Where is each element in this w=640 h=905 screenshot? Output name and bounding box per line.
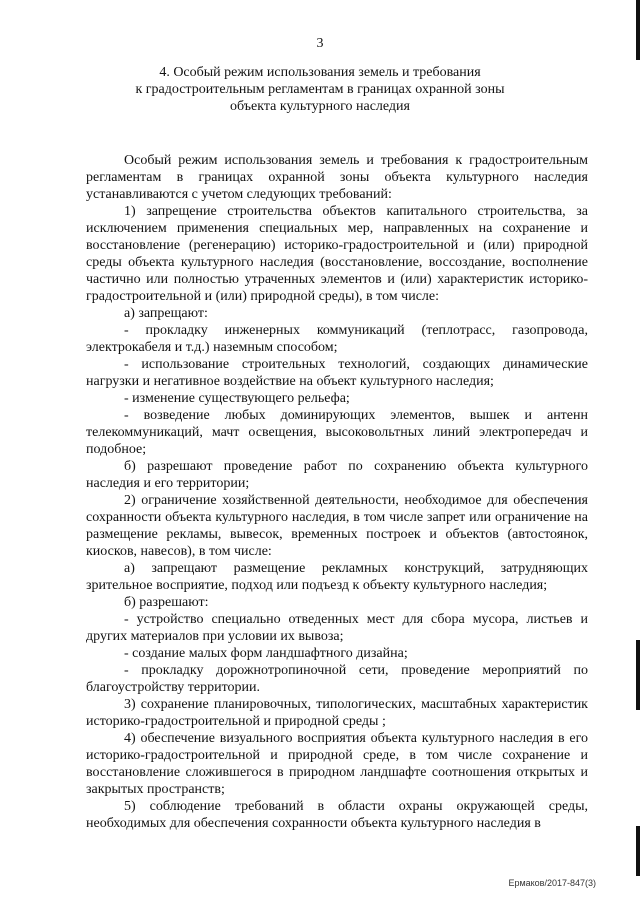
paragraph: б) разрешают проведение работ по сохранению объекта культурного наследия и его территории;: [86, 459, 588, 491]
page-number: 3: [316, 36, 324, 51]
paragraph: Особый режим использования земель и требования к градостроительным регламентам в границах охранной зоны объекта культурного наследия устанавливаются с учетом следующих требований:: [86, 153, 588, 202]
scan-edge-mark: [636, 640, 640, 710]
footer-code: Ермаков/2017-847(3): [508, 878, 596, 888]
paragraph: а) запрещают размещение рекламных конструкций, затрудняющих зрительное восприятие, подход или подъезд к объекту культурного наследия;: [86, 561, 588, 593]
paragraph: - устройство специально отведенных мест для сбора мусора, листьев и других материалов при условии их вывоза;: [86, 612, 588, 644]
paragraph: - прокладку дорожнотропиночной сети, проведение мероприятий по благоустройству территории.: [86, 663, 588, 695]
scan-edge-mark: [636, 0, 640, 60]
body-text: [86, 152, 588, 832]
paragraph: - создание малых форм ландшафтного дизайна;: [124, 646, 408, 661]
paragraph: 4) обеспечение визуального восприятия объекта культурного наследия в его историко-градостроительной и природной среде, в том числе сохранение и восстановление сложившегося в природном ландшафте соотношения открытых и закрытых пространств;: [86, 731, 588, 797]
heading-line: объекта культурного наследия: [230, 99, 410, 114]
paragraph: - использование строительных технологий, создающих динамические нагрузки и негативное воздействие на объект культурного наследия;: [86, 357, 588, 389]
paragraph: - возведение любых доминирующих элементов, вышек и антенн телекоммуникаций, мачт освещения, высоковольтных линий электропередач и подобное;: [86, 408, 588, 457]
paragraph: 5) соблюдение требований в области охраны окружающей среды, необходимых для обеспечения сохранности объекта культурного наследия в: [86, 799, 588, 831]
paragraph: б) разрешают:: [124, 595, 209, 610]
paragraph: - прокладку инженерных коммуникаций (теплотрасс, газопровода, электрокабеля и т.д.) наземным способом;: [86, 323, 588, 355]
heading-line: к градостроительным регламентам в границах охранной зоны: [135, 82, 505, 97]
paragraph: - изменение существующего рельефа;: [124, 391, 350, 406]
scan-edge-mark: [636, 826, 640, 876]
paragraph: 1) запрещение строительства объектов капитального строительства, за исключением применения специальных мер, направленных на сохранение и восстановление (регенерацию) историко-градостроительной и (или) природной среды объекта культурного наследия (восстановление, воссоздание, восполнение частично или полностью утраченных элементов и (или) характеристик историко-градостроительной и (или) природной среды), в том числе:: [86, 204, 588, 304]
paragraph: 3) сохранение планировочных, типологических, масштабных характеристик историко-градостроительной и природной среды ;: [86, 697, 588, 729]
paragraph: а) запрещают:: [124, 306, 208, 321]
paragraph: 2) ограничение хозяйственной деятельности, необходимое для обеспечения сохранности объекта культурного наследия, в том числе запрет или ограничение на размещение рекламы, вывесок, временных построек и объектов (автостоянок, киосков, навесов), в том числе:: [86, 493, 588, 559]
heading-line: 4. Особый режим использования земель и требования: [159, 65, 481, 80]
section-heading: [0, 64, 640, 115]
